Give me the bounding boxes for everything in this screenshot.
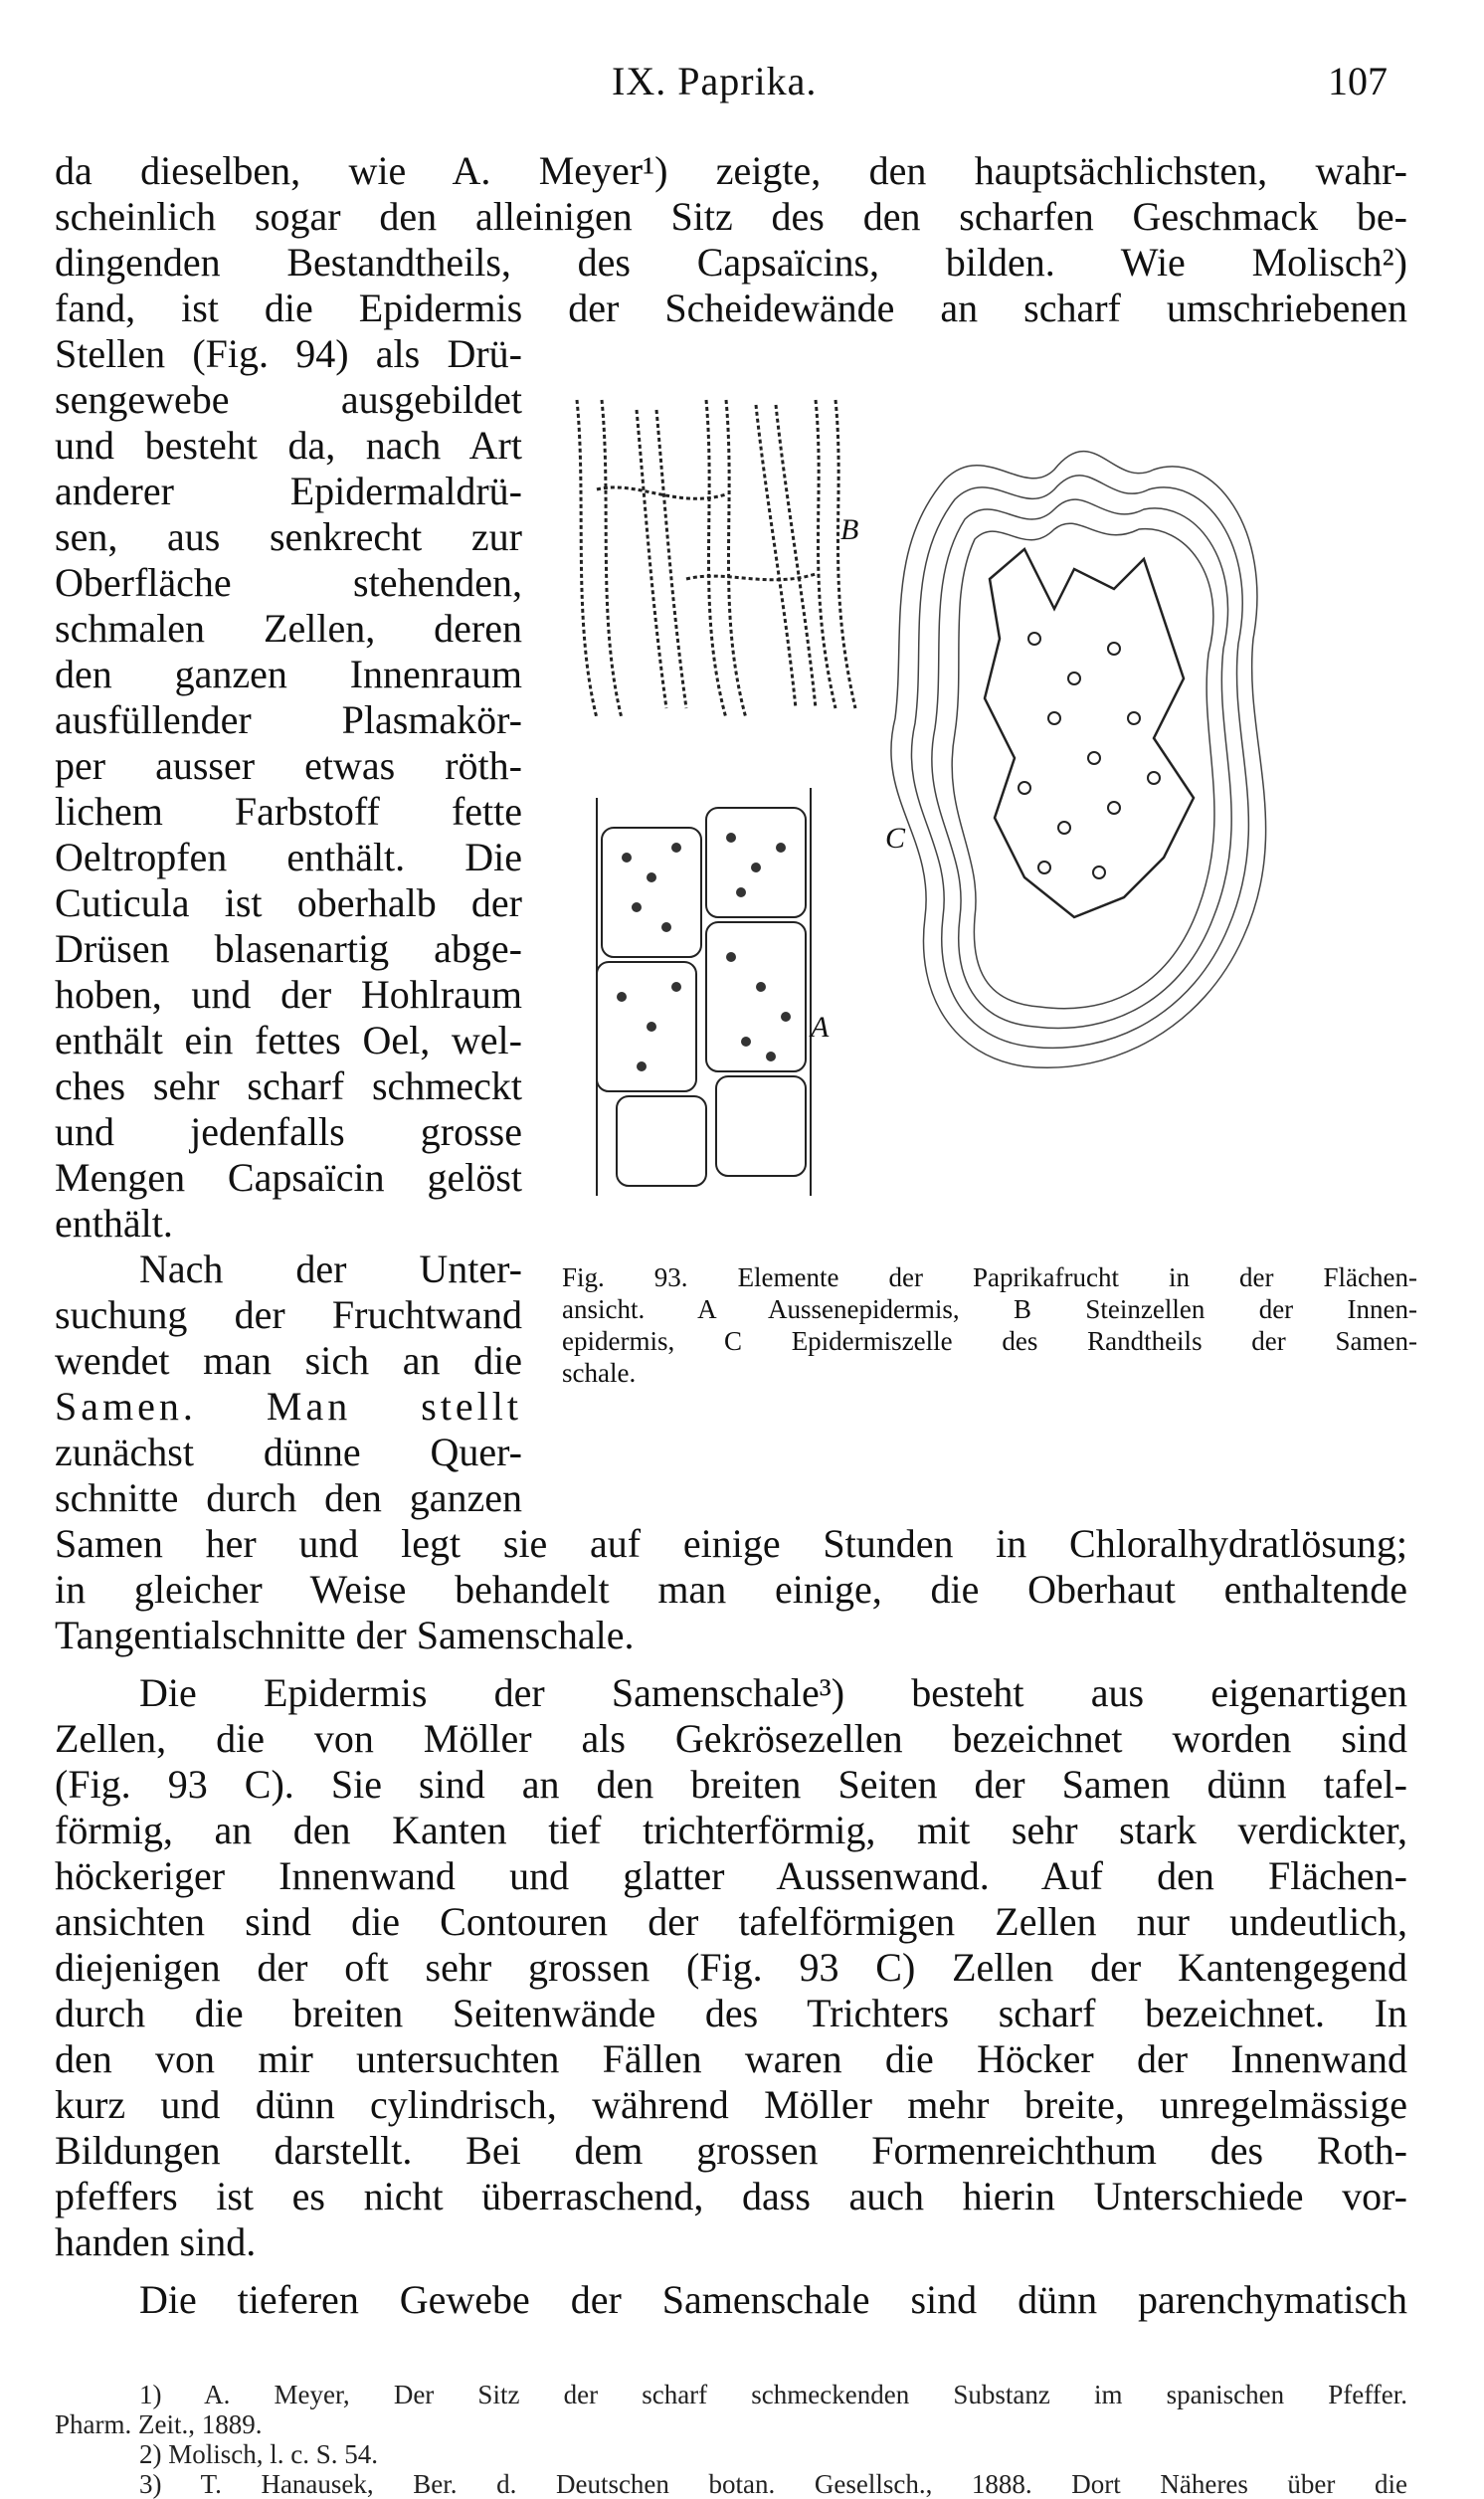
text-line: und jedenfalls grosse [55,1109,522,1154]
text-line: lichem Farbstoff fette [55,789,522,834]
text-line: Cuticula ist oberhalb der [55,880,522,925]
running-title: IX. Paprika. [612,59,818,103]
figure-caption-line: epidermis, C Epidermiszelle des Randtheils der Samen- [562,1326,1417,1356]
figure-caption-line: Fig. 93. Elemente der Paprikafrucht in der Flächen- [562,1262,1417,1292]
text-line: zunächst dünne Quer- [55,1430,522,1474]
text-line: suchung der Fruchtwand [55,1292,522,1337]
running-header [55,58,1407,107]
figure-caption-line: schale. [562,1358,637,1388]
text-line: den von mir untersuchten Fällen waren die Höcker der Innenwand [55,2036,1407,2081]
text-line: förmig, an den Kanten tief trichterförmig, mit sehr stark verdickter, [55,1808,1407,1852]
text-line: Stellen (Fig. 94) als Drü- [55,331,522,376]
figure-93 [557,380,1432,1236]
text-line: pfeffers ist es nicht überraschend, dass auch hierin Unterschiede vor- [55,2174,1407,2218]
label-c: C [885,822,906,855]
footnote-1-cont: Pharm. Zeit., 1889. [55,2409,263,2439]
text-line: anderer Epidermaldrü- [55,469,522,513]
page-number: 107 [1328,59,1388,103]
text-line: und besteht da, nach Art [55,423,522,468]
text-line: handen sind. [55,2219,257,2264]
text-line: Samen. Man stellt [55,1384,522,1429]
text-line: Tangentialschnitte der Samenschale. [55,1613,635,1657]
text-line: per ausser etwas röth- [55,743,522,788]
panel-b-stone-cells [577,400,855,718]
text-line: da dieselben, wie A. Meyer¹) zeigte, den hauptsächlichsten, wahr- [55,148,1407,193]
text-line: sen, aus senkrecht zur [55,514,522,559]
text-line: Bildungen darstellt. Bei dem grossen Formenreichthum des Roth- [55,2128,1407,2173]
text-line: schnitte durch den ganzen [55,1475,522,1520]
text-line: sengewebe ausgebildet [55,377,522,422]
footnote-1: 1) A. Meyer, Der Sitz der scharf schmeckenden Substanz im spanischen Pfeffer. [139,2380,1407,2409]
text-line: (Fig. 93 C). Sie sind an den breiten Seiten der Samen dünn tafel- [55,1762,1407,1807]
text-line: in gleicher Weise behandelt man einige, die Oberhaut enthaltende [55,1567,1407,1612]
footnote-3: 3) T. Hanausek, Ber. d. Deutschen botan. Gesellsch., 1888. Dort Näheres über die [139,2469,1407,2499]
label-b: B [840,513,859,546]
footnote-2: 2) Molisch, l. c. S. 54. [139,2439,378,2469]
text-line: diejenigen der oft sehr grossen (Fig. 93 C) Zellen der Kantengegend [55,1945,1407,1990]
figure-caption-line: ansicht. A Aussenepidermis, B Steinzellen der Innen- [562,1294,1417,1324]
text-line: enthält ein fettes Oel, wel- [55,1018,522,1062]
text-line: schmalen Zellen, deren [55,606,522,651]
text-line: kurz und dünn cylindrisch, während Möller mehr breite, unregelmässige [55,2082,1407,2127]
text-line: Oeltropfen enthält. Die [55,835,522,879]
text-line: Oberfläche stehenden, [55,560,522,605]
text-line: Zellen, die von Möller als Gekrösezellen bezeichnet worden sind [55,1716,1407,1761]
panel-a-droplets [617,833,791,1071]
text-line: höckeriger Innenwand und glatter Aussenwand. Auf den Flächen- [55,1853,1407,1898]
text-line: ches sehr scharf schmeckt [55,1063,522,1108]
text-line: Mengen Capsaïcin gelöst [55,1155,522,1200]
text-line: Die Epidermis der Samenschale³) besteht aus eigenartigen [139,1670,1407,1715]
text-line: Samen her und legt sie auf einige Stunden in Chloralhydratlösung; [55,1521,1407,1566]
text-line: den ganzen Innenraum [55,652,522,696]
figure-illustration [557,380,1432,1236]
label-a: A [811,1011,830,1044]
text-line: wendet man sich an die [55,1338,522,1383]
text-line: ausfüllender Plasmakör- [55,697,522,742]
text-line: enthält. [55,1201,173,1246]
panel-c-seedcoat-cell [891,452,1266,1068]
text-line: Die tieferen Gewebe der Samenschale sind dünn parenchymatisch [139,2277,1407,2322]
text-line: hoben, und der Hohlraum [55,972,522,1017]
text-line: durch die breiten Seitenwände des Trichters scharf bezeichnet. In [55,1991,1407,2035]
text-line: Drüsen blasenartig abge- [55,926,522,971]
text-line: ansichten sind die Contouren der tafelförmigen Zellen nur undeutlich, [55,1899,1407,1944]
text-line: dingenden Bestandtheils, des Capsaïcins, bilden. Wie Molisch²) [55,240,1407,285]
text-line: scheinlich sogar den alleinigen Sitz des den scharfen Geschmack be- [55,194,1407,239]
text-line: fand, ist die Epidermis der Scheidewände an scharf umschriebenen [55,286,1407,330]
panel-c-knobs [1019,633,1160,878]
text-line: Nach der Unter- [139,1247,522,1291]
